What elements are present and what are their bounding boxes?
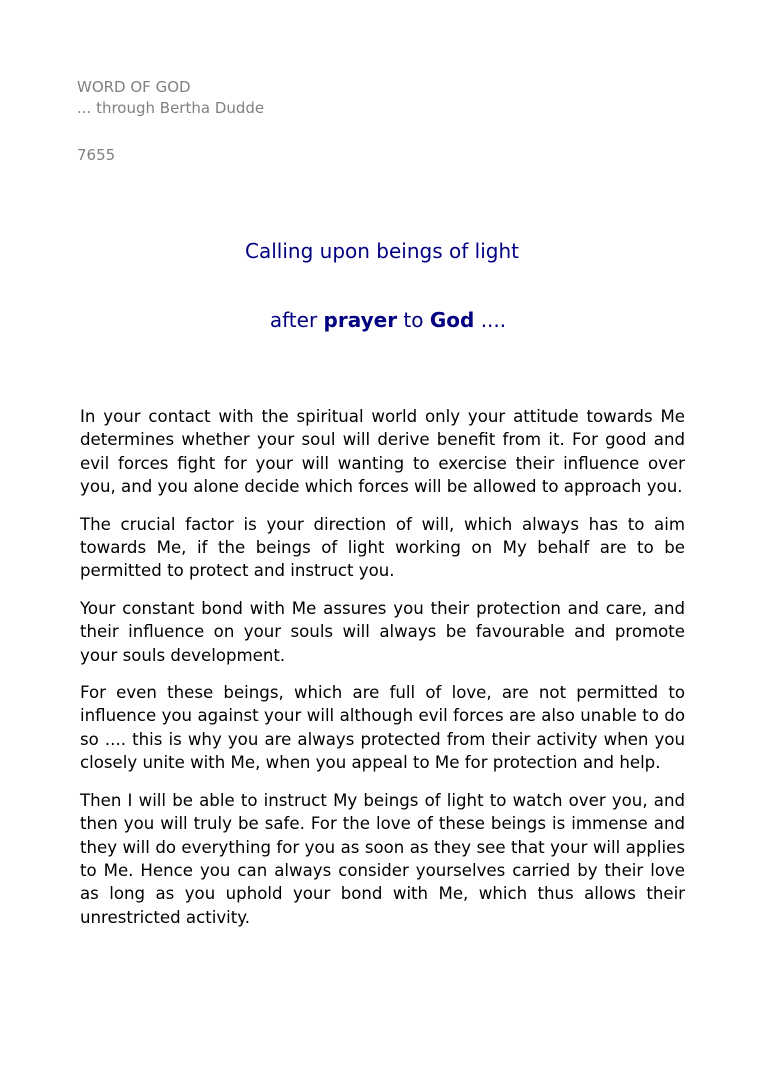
document-header — [77, 77, 264, 119]
heading-text-pre: after — [269, 308, 324, 332]
heading-line-2 — [4, 306, 768, 334]
heading-bold-god: God — [429, 308, 475, 332]
heading-text-mid: to — [397, 308, 430, 332]
document-number: 7655 — [77, 146, 116, 164]
heading-text-post: .... — [474, 308, 507, 332]
heading-line-1: Calling upon beings of light — [245, 239, 519, 263]
paragraph: Your constant bond with Me assures you their protection and care, and their influence on your souls will always be favourable and promote your souls development. — [80, 598, 685, 665]
paragraph: The crucial factor is your direction of will, which always has to aim towards Me, if the beings of light working on My behalf are to be permitted to protect and instruct you. — [80, 514, 685, 581]
header-subtitle: ... through Bertha Dudde — [77, 99, 265, 117]
paragraph: For even these beings, which are full of love, are not permitted to influence you against your will although evil forces are also unable to do so .... this is why you are always protected from their activity when you closely unite with Me, when you appeal to Me for protection and help. — [80, 683, 685, 773]
paragraph: In your contact with the spiritual world only your attitude towards Me determines whether your soul will derive benefit from it. For good and evil forces fight for your will wanting to exercise their influence over you, and you alone decide which forces will be allowed to approach you. — [80, 407, 685, 497]
paragraph: Then I will be able to instruct My beings of light to watch over you, and then you will truly be safe. For the love of these beings is immense and they will do everything for you as soon as they see that your will applies to Me. Hence you can always consider yourselves carried by their love as long as you uphold your bond with Me, which thus allows their unrestricted activity. — [80, 790, 685, 927]
heading-bold-prayer: prayer — [323, 308, 398, 332]
message-body — [80, 405, 685, 943]
header-title: WORD OF GOD — [77, 78, 191, 96]
